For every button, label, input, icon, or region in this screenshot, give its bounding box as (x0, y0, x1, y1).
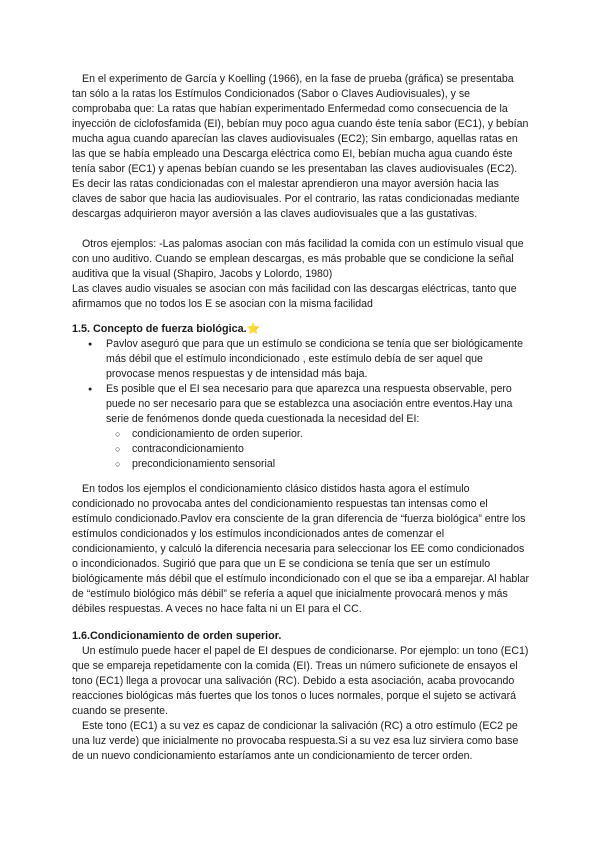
sub-item: ○ contracondicionamiento (106, 442, 530, 457)
other-examples-paragraph: Otros ejemplos: -Las palomas asocian con más facilidad la comida con un estímulo visual que con uno auditivo. Cuando se emplean descargas, es más probable que se condicione la señal auditiva que la visual (Shapiro, Jacobs y Lolordo, 1980) (72, 238, 524, 280)
garcia-koelling-paragraph: En el experimento de García y Koelling (1966), en la fase de prueba (gráfica) se presentaba tan sólo a la ratas los Estímulos Condicionados (Sabor o Claves Audiovisuales), y se comprobaba que: La ratas que habían experimentado Enfermedad como consecuencia de la inyección de ciclofosfamida (EI), bebían muy poco agua cuando éste tenía sabor (EC1), y bebían mucha agua cuando aparecían las claves audiovisuales (EC2); Sin embargo, aquellas ratas en las que se había empleado una Descarga eléctrica como EI, bebían mucha agua cuando éste tenía sabor (EC1) y apenas bebían cuando se les presentaban las claves audiovisuales (EC2). Es decir las ratas condicionadas con el malestar aprendieron una mayor aversión hacia las claves de sabor que hacia las audiovisuales. Por el contrario, las ratas condicionadas mediante descargas adquirieron mayor aversión a las claves audiovisuales que a las gustativas. (72, 73, 529, 220)
orden-superior-paragraph-1: Un estímulo puede hacer el papel de EI despues de condicionarse. Por ejemplo: un tono (EC1) que se empareja repetidamente con la comida (EI). Treas un número suficionete de ensayos el tono (EC1) llega a provocar una salivación (RC). Debido a esta asociación, acaba provocando reacciones biológicas más fuertes que los tonos o luces normales, porque el sujeto se activará cuando se presente. (72, 645, 529, 717)
fuerza-biologica-paragraph: En todos los ejemplos el condicionamiento clásico distidos hasta agora el estímulo condicionado no provocaba antes del condicionamiento respuestas tan intensas como el estímulo condicionado.Pavlov era consciente de la gran diferencia de “fuerza biológica” entre los estímulos condicionados y los estímulos incondicionados antes de comenzar el condicionamiento, y calculó la diferencia necesaria para seleccionar los EE como condicionados o incondicionados. Sugirió que para que un E se condiciona se tenía que ser un estímulo biológicamente más débil que el estímulo incondicionado con el que se iba a emparejar. Al hablar de “estímulo biológico más débil” se refería a aquel que inicialmente provocará menos y más débiles respuestas. A veces no hace falta ni un EI para el CC. (72, 483, 529, 615)
audiovisual-claves-paragraph: Las claves audio visuales se asocian con más facilidad con las descargas eléctricas, tanto que afirmamos que no todos los E se asocian con la misma facilidad (72, 283, 517, 310)
sub-item: ○ precondicionamiento sensorial (106, 457, 530, 472)
section-heading-orden-superior: 1.6.Condicionamiento de orden superior. (72, 630, 282, 642)
sub-item: ○ condicionamiento de orden superior. (106, 427, 530, 442)
orden-superior-paragraph-2: Este tono (EC1) a su vez es capaz de condicionar la salivación (RC) a otro estímulo (EC2 pe una luz verde) que inicialmente no provocaba respuesta.Si a su vez esa luz sirviera como base de un nuevo condicionamiento estaríamos ante un condicionamiento de tercer orden. (72, 720, 519, 762)
section-heading-fuerza-biologica (72, 322, 260, 337)
bullet-list (72, 337, 530, 472)
sub-list (106, 427, 530, 472)
bullet-item (72, 337, 530, 382)
star-icon: ⭐ (246, 323, 261, 335)
heading-text: 1.5. Concepto de fuerza biológica. (72, 323, 247, 335)
bullet-text: Es posible que el EI sea necesario para que aparezca una respuesta observable, pero puede no ser necesario para que se establezca una asociación entre eventos.Hay una serie de fenómenos donde queda cuestionada la necesidad del EI: (106, 383, 513, 425)
bullet-item (72, 382, 530, 472)
bullet-text: Pavlov aseguró que para que un estímulo se condiciona se tenía que ser biológicamente más débil que el estímulo incondicionado , este estímulo debía de ser aquel que provocase menos respuestas y de intensidad más baja. (106, 338, 523, 380)
